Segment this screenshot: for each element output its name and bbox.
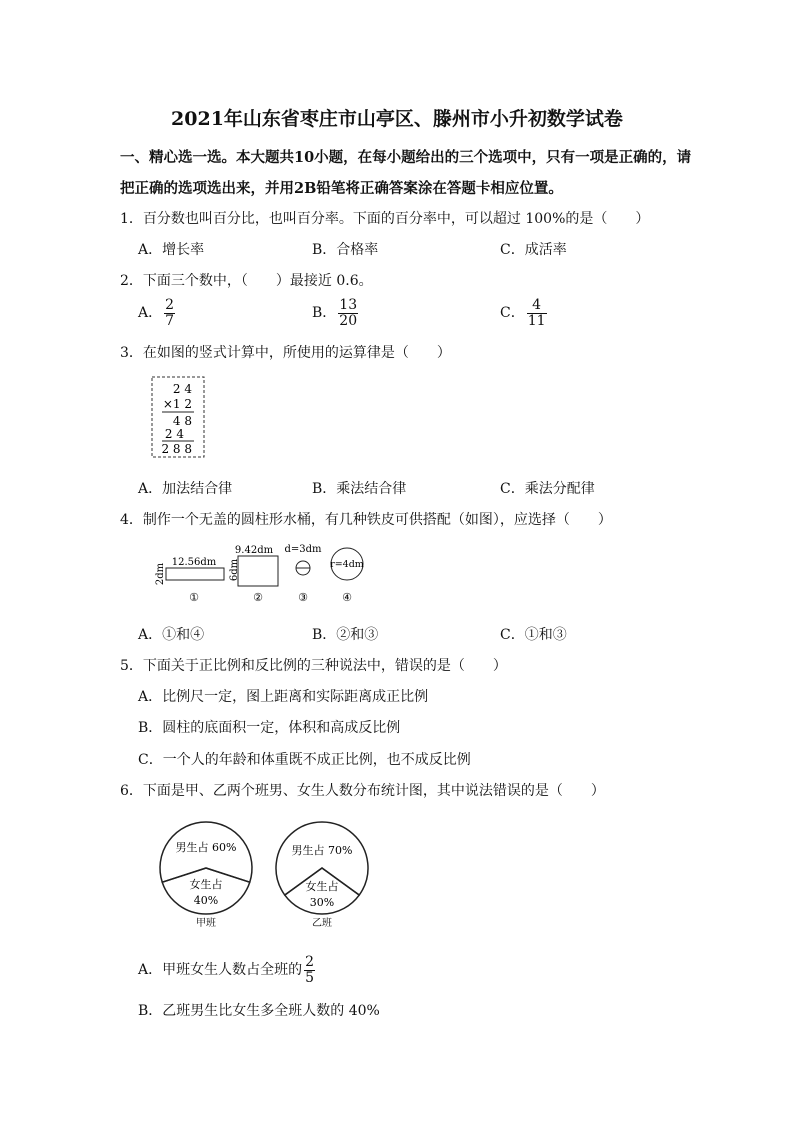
q3-row4: 2 4 bbox=[164, 427, 184, 441]
q2-c-fraction bbox=[527, 298, 547, 328]
q2-c-denominator: 11 bbox=[527, 312, 546, 329]
q4-stem: 4．制作一个无盖的圆柱形水桶，有几种铁皮可供搭配（如图），应选择（ ） bbox=[120, 512, 612, 528]
pie1-name: 甲班 bbox=[196, 918, 216, 929]
q6-stem: 6．下面是甲、乙两个班男、女生人数分布统计图，其中说法错误的是（ ） bbox=[120, 783, 605, 799]
q4-rect2-width: 9.42dm bbox=[234, 545, 274, 556]
pie1-girl-label-1: 女生占 bbox=[189, 878, 223, 891]
q5-option-b[interactable]: B．圆柱的底面积一定，体积和高成反比例 bbox=[138, 720, 401, 736]
q3-vertical-calc-figure bbox=[150, 375, 208, 461]
q4-sheets-figure bbox=[150, 542, 380, 604]
pie2-name: 乙班 bbox=[312, 918, 332, 929]
pie2-girl-label-2: 30% bbox=[309, 896, 335, 909]
q2-c-label: C． bbox=[500, 305, 525, 322]
q6-option-b[interactable]: B．乙班男生比女生多全班人数的 40% bbox=[138, 1003, 380, 1019]
q6-a-denominator: 5 bbox=[305, 969, 315, 986]
q1-option-a[interactable]: A．增长率 bbox=[138, 242, 205, 258]
q4-label-4: ④ bbox=[342, 591, 352, 604]
q3-stem: 3．在如图的竖式计算中，所使用的运算律是（ ） bbox=[120, 345, 451, 361]
q3-row2: ×1 2 bbox=[162, 397, 192, 411]
q3-row5: 2 8 8 bbox=[161, 442, 192, 456]
q4-option-b[interactable]: B．②和③ bbox=[312, 627, 379, 643]
q6-a-text: A．甲班女生人数占全班的 bbox=[138, 962, 303, 979]
q6-a-fraction bbox=[304, 955, 315, 985]
q4-label-2: ② bbox=[253, 591, 263, 604]
q5-option-a[interactable]: A．比例尺一定，图上距离和实际距离成正比例 bbox=[138, 689, 429, 705]
q3-row1: 2 4 bbox=[172, 382, 192, 396]
q2-option-c[interactable] bbox=[500, 298, 549, 328]
section-header-line1: 一、精心选一选。本大题共10小题，在每小题给出的三个选项中，只有一项是正确的，请 bbox=[120, 149, 692, 166]
q3-option-b[interactable]: B．乘法结合律 bbox=[312, 481, 407, 497]
q2-stem: 2．下面三个数中，（ ）最接近 0.6。 bbox=[120, 273, 373, 289]
q2-b-fraction bbox=[338, 298, 358, 328]
q2-a-numerator: 2 bbox=[165, 297, 175, 313]
pie1-boy-label: 男生占 60% bbox=[175, 841, 237, 854]
q1-option-c[interactable]: C．成活率 bbox=[500, 242, 567, 258]
q4-circle3-diameter: d=3dm bbox=[284, 544, 322, 555]
pie1-girl-label-2: 40% bbox=[193, 894, 219, 907]
q4-rect2-height: 6dm bbox=[229, 558, 240, 582]
q4-label-3: ③ bbox=[298, 591, 308, 604]
q5-option-c[interactable]: C．一个人的年龄和体重既不成正比例，也不成反比例 bbox=[138, 752, 471, 768]
q6-pie-charts bbox=[150, 820, 390, 932]
q5-stem: 5．下面关于正比例和反比例的三种说法中，错误的是（ ） bbox=[120, 658, 507, 674]
q2-option-a[interactable] bbox=[138, 298, 177, 328]
q3-option-a[interactable]: A．加法结合律 bbox=[138, 481, 233, 497]
q1-option-b[interactable]: B．合格率 bbox=[312, 242, 379, 258]
q6-a-numerator: 2 bbox=[305, 954, 315, 970]
q1-stem: 1．百分数也叫百分比，也叫百分率。下面的百分率中，可以超过 100%的是（ ） bbox=[120, 211, 650, 227]
q2-option-b[interactable] bbox=[312, 298, 360, 328]
q2-b-numerator: 13 bbox=[339, 297, 358, 313]
q4-rect2 bbox=[238, 556, 278, 586]
page-title: 2021年山东省枣庄市山亭区、滕州市小升初数学试卷 bbox=[171, 108, 623, 130]
q3-row3: 4 8 bbox=[172, 414, 192, 428]
q4-label-1: ① bbox=[189, 591, 199, 604]
q2-b-denominator: 20 bbox=[339, 312, 358, 329]
pie2-boy-label: 男生占 70% bbox=[291, 844, 353, 857]
q2-a-denominator: 7 bbox=[165, 312, 175, 329]
q6-option-a[interactable] bbox=[138, 955, 317, 985]
q4-rect1 bbox=[166, 568, 224, 580]
q2-a-label: A． bbox=[138, 305, 163, 322]
q3-option-c[interactable]: C．乘法分配律 bbox=[500, 481, 595, 497]
q2-c-numerator: 4 bbox=[527, 298, 547, 314]
q4-rect1-width: 12.56dm bbox=[171, 557, 217, 568]
pie2-girl-label-1: 女生占 bbox=[305, 880, 339, 893]
q4-rect1-height: 2dm bbox=[155, 562, 166, 586]
q2-a-fraction bbox=[164, 298, 175, 328]
q4-option-a[interactable]: A．①和④ bbox=[138, 627, 205, 643]
q4-option-c[interactable]: C．①和③ bbox=[500, 627, 567, 643]
section-header-line2: 把正确的选项选出来，并用2B铅笔将正确答案涂在答题卡相应位置。 bbox=[120, 180, 563, 197]
q4-circle4-radius: r=4dm bbox=[330, 559, 364, 570]
q2-b-label: B． bbox=[312, 305, 337, 322]
